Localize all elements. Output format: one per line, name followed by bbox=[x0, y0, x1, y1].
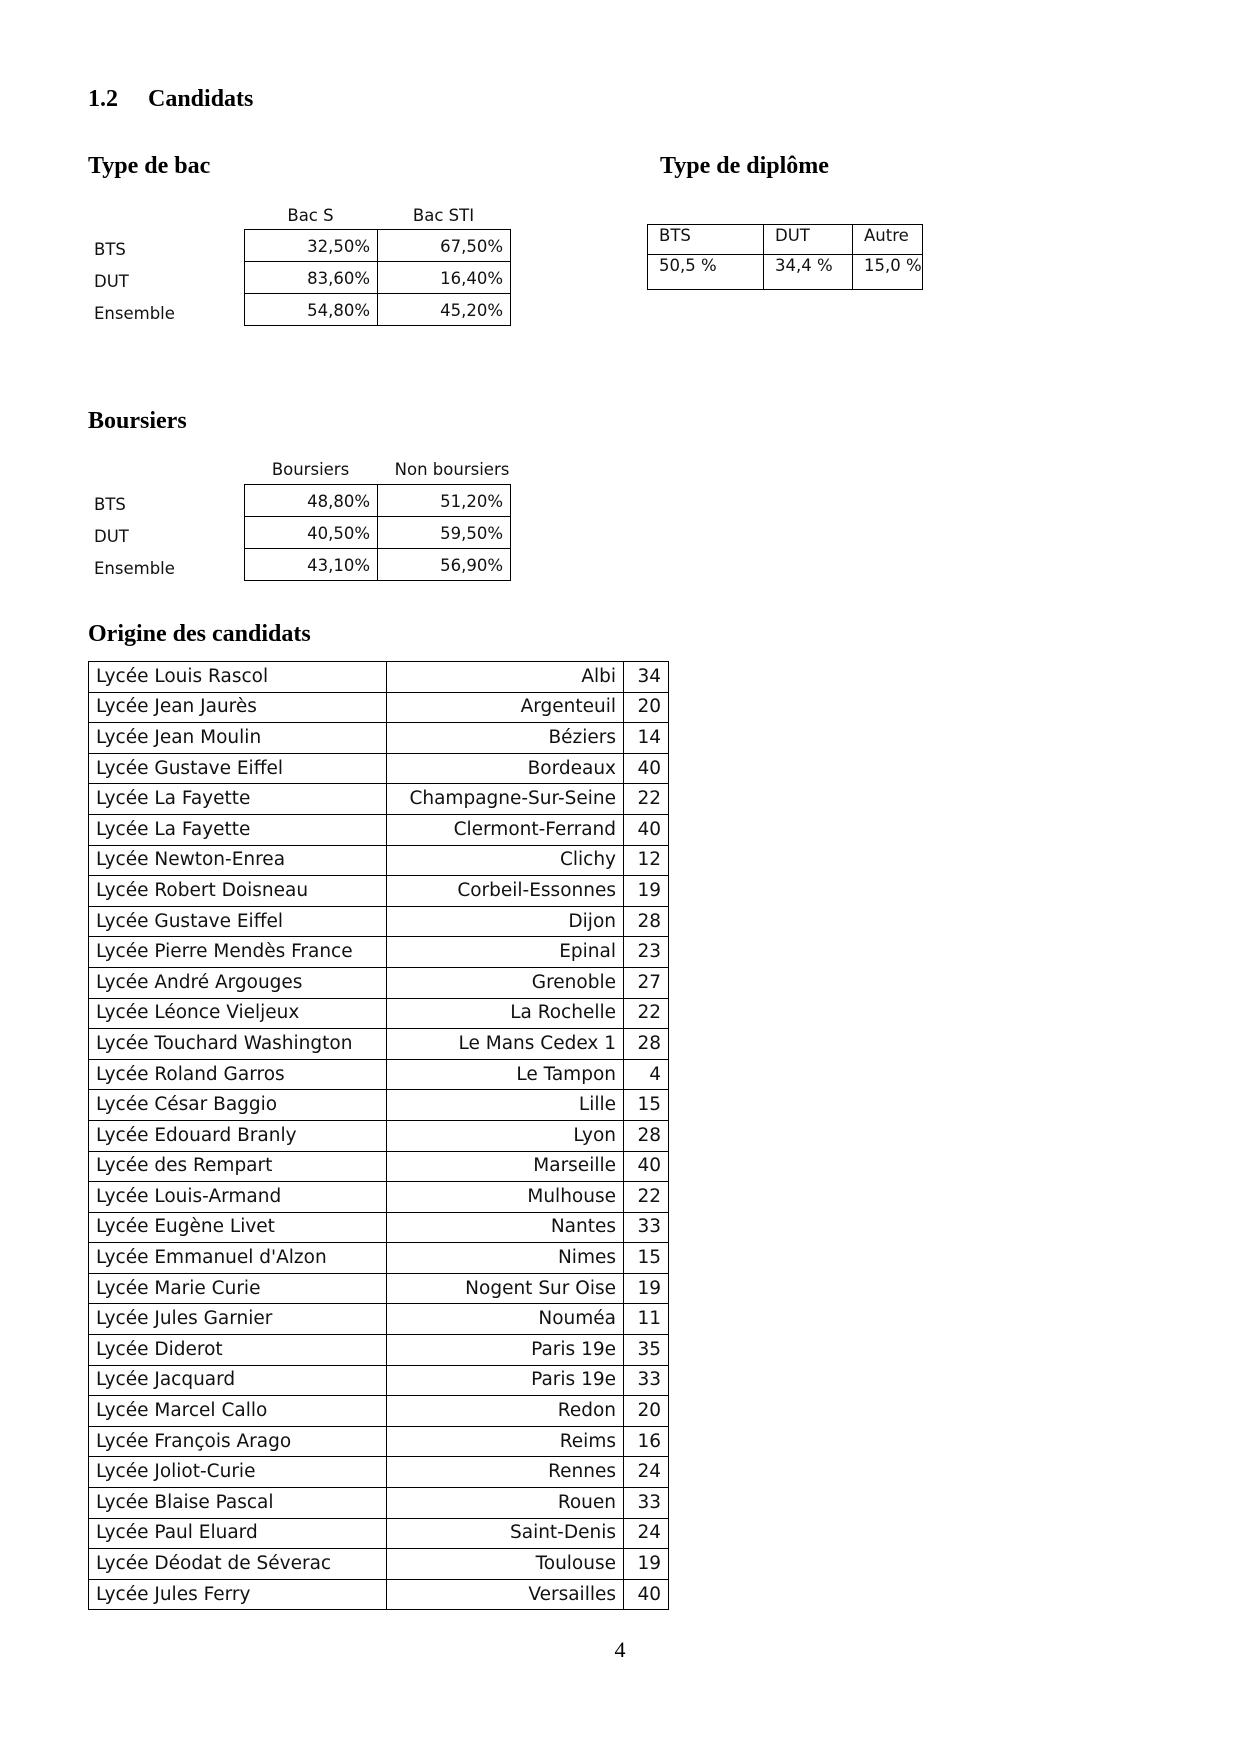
city-cell: Champagne-Sur-Seine bbox=[387, 784, 624, 815]
city-cell: Mulhouse bbox=[387, 1182, 624, 1213]
count-cell: 24 bbox=[624, 1518, 669, 1549]
count-cell: 40 bbox=[624, 1151, 669, 1182]
count-cell: 15 bbox=[624, 1243, 669, 1274]
diplome-header-cell: BTS bbox=[648, 225, 764, 255]
city-cell: Béziers bbox=[387, 723, 624, 754]
table-row bbox=[89, 1059, 669, 1090]
lycee-name-cell: Lycée Emmanuel d'Alzon bbox=[89, 1243, 387, 1274]
count-cell: 14 bbox=[624, 723, 669, 754]
table-row bbox=[89, 1273, 669, 1304]
table-row bbox=[89, 1212, 669, 1243]
bac-row-label: BTS bbox=[94, 240, 126, 259]
section-heading bbox=[88, 86, 253, 113]
city-cell: Clichy bbox=[387, 845, 624, 876]
lycee-name-cell: Lycée Robert Doisneau bbox=[89, 876, 387, 907]
lycee-name-cell: Lycée Newton-Enrea bbox=[89, 845, 387, 876]
count-cell: 19 bbox=[624, 1549, 669, 1580]
lycee-name-cell: Lycée Jacquard bbox=[89, 1365, 387, 1396]
boursiers-col-header: Non boursiers bbox=[394, 460, 510, 479]
city-cell: Dijon bbox=[387, 906, 624, 937]
table-row bbox=[89, 1120, 669, 1151]
table-row bbox=[89, 1151, 669, 1182]
table-row bbox=[89, 1518, 669, 1549]
table-row bbox=[89, 1457, 669, 1488]
bac-cell: 83,60% bbox=[244, 261, 378, 294]
table-row bbox=[89, 1304, 669, 1335]
table-row bbox=[89, 1488, 669, 1519]
boursiers-col-header: Boursiers bbox=[271, 460, 350, 479]
city-cell: Paris 19e bbox=[387, 1335, 624, 1366]
diplome-value-cell: 15,0 % bbox=[853, 255, 923, 290]
count-cell: 35 bbox=[624, 1335, 669, 1366]
count-cell: 40 bbox=[624, 1579, 669, 1610]
bac-cell: 67,50% bbox=[377, 229, 511, 262]
table-row bbox=[89, 1029, 669, 1060]
table-row bbox=[89, 723, 669, 754]
boursiers-cell: 56,90% bbox=[377, 548, 511, 581]
lycee-name-cell: Lycée César Baggio bbox=[89, 1090, 387, 1121]
city-cell: Epinal bbox=[387, 937, 624, 968]
count-cell: 12 bbox=[624, 845, 669, 876]
diplome-table bbox=[647, 224, 923, 290]
city-cell: Saint-Denis bbox=[387, 1518, 624, 1549]
bac-cell: 54,80% bbox=[244, 293, 378, 326]
count-cell: 22 bbox=[624, 998, 669, 1029]
lycee-name-cell: Lycée François Arago bbox=[89, 1426, 387, 1457]
lycee-name-cell: Lycée Léonce Vieljeux bbox=[89, 998, 387, 1029]
bac-heading: Type de bac bbox=[88, 153, 211, 179]
city-cell: Nantes bbox=[387, 1212, 624, 1243]
city-cell: Albi bbox=[387, 662, 624, 693]
count-cell: 19 bbox=[624, 1273, 669, 1304]
lycee-name-cell: Lycée Gustave Eiffel bbox=[89, 906, 387, 937]
table-row bbox=[89, 906, 669, 937]
count-cell: 28 bbox=[624, 1120, 669, 1151]
bac-row-label: DUT bbox=[94, 272, 129, 291]
lycee-name-cell: Lycée La Fayette bbox=[89, 814, 387, 845]
city-cell: La Rochelle bbox=[387, 998, 624, 1029]
lycee-name-cell: Lycée des Rempart bbox=[89, 1151, 387, 1182]
boursiers-cell: 40,50% bbox=[244, 516, 378, 549]
table-row bbox=[89, 1549, 669, 1580]
count-cell: 16 bbox=[624, 1426, 669, 1457]
count-cell: 22 bbox=[624, 1182, 669, 1213]
diplome-heading: Type de diplôme bbox=[660, 153, 829, 179]
bac-table bbox=[94, 206, 524, 326]
table-row bbox=[89, 1243, 669, 1274]
city-cell: Le Tampon bbox=[387, 1059, 624, 1090]
city-cell: Toulouse bbox=[387, 1549, 624, 1580]
count-cell: 19 bbox=[624, 876, 669, 907]
city-cell: Bordeaux bbox=[387, 753, 624, 784]
count-cell: 27 bbox=[624, 967, 669, 998]
table-row bbox=[89, 1426, 669, 1457]
lycee-name-cell: Lycée Pierre Mendès France bbox=[89, 937, 387, 968]
count-cell: 28 bbox=[624, 906, 669, 937]
boursiers-cell: 59,50% bbox=[377, 516, 511, 549]
lycee-name-cell: Lycée La Fayette bbox=[89, 784, 387, 815]
lycee-name-cell: Lycée Jean Moulin bbox=[89, 723, 387, 754]
lycee-name-cell: Lycée Déodat de Séverac bbox=[89, 1549, 387, 1580]
city-cell: Reims bbox=[387, 1426, 624, 1457]
table-row bbox=[89, 1396, 669, 1427]
city-cell: Rouen bbox=[387, 1488, 624, 1519]
table-row bbox=[89, 998, 669, 1029]
lycee-name-cell: Lycée Marie Curie bbox=[89, 1273, 387, 1304]
city-cell: Corbeil-Essonnes bbox=[387, 876, 624, 907]
diplome-header-row bbox=[648, 225, 923, 255]
bac-cell: 16,40% bbox=[377, 261, 511, 294]
boursiers-cell: 51,20% bbox=[377, 484, 511, 517]
origine-table bbox=[88, 661, 669, 1610]
city-cell: Nogent Sur Oise bbox=[387, 1273, 624, 1304]
city-cell: Versailles bbox=[387, 1579, 624, 1610]
table-row bbox=[89, 1579, 669, 1610]
bac-col-header: Bac STI bbox=[412, 206, 475, 225]
table-row bbox=[89, 937, 669, 968]
boursiers-row-label: BTS bbox=[94, 495, 126, 514]
city-cell: Lyon bbox=[387, 1120, 624, 1151]
count-cell: 40 bbox=[624, 814, 669, 845]
lycee-name-cell: Lycée Touchard Washington bbox=[89, 1029, 387, 1060]
count-cell: 33 bbox=[624, 1365, 669, 1396]
table-row bbox=[89, 814, 669, 845]
lycee-name-cell: Lycée Jules Ferry bbox=[89, 1579, 387, 1610]
section-title: Candidats bbox=[148, 86, 254, 112]
lycee-name-cell: Lycée Roland Garros bbox=[89, 1059, 387, 1090]
count-cell: 11 bbox=[624, 1304, 669, 1335]
lycee-name-cell: Lycée Diderot bbox=[89, 1335, 387, 1366]
city-cell: Redon bbox=[387, 1396, 624, 1427]
lycee-name-cell: Lycée Gustave Eiffel bbox=[89, 753, 387, 784]
bac-col-header: Bac S bbox=[287, 206, 334, 225]
diplome-header-cell: DUT bbox=[764, 225, 853, 255]
diplome-value-row bbox=[648, 255, 923, 290]
diplome-value-cell: 50,5 % bbox=[648, 255, 764, 290]
city-cell: Rennes bbox=[387, 1457, 624, 1488]
count-cell: 33 bbox=[624, 1488, 669, 1519]
count-cell: 40 bbox=[624, 753, 669, 784]
city-cell: Paris 19e bbox=[387, 1365, 624, 1396]
table-row bbox=[89, 662, 669, 693]
city-cell: Argenteuil bbox=[387, 692, 624, 723]
count-cell: 28 bbox=[624, 1029, 669, 1060]
table-row bbox=[89, 1090, 669, 1121]
lycee-name-cell: Lycée Joliot-Curie bbox=[89, 1457, 387, 1488]
table-row bbox=[89, 845, 669, 876]
lycee-name-cell: Lycée Blaise Pascal bbox=[89, 1488, 387, 1519]
boursiers-row-label: Ensemble bbox=[94, 559, 175, 578]
lycee-name-cell: Lycée Jean Jaurès bbox=[89, 692, 387, 723]
lycee-name-cell: Lycée Louis-Armand bbox=[89, 1182, 387, 1213]
table-row bbox=[89, 1365, 669, 1396]
bac-cell: 45,20% bbox=[377, 293, 511, 326]
bac-row-label: Ensemble bbox=[94, 304, 175, 323]
count-cell: 4 bbox=[624, 1059, 669, 1090]
origine-heading: Origine des candidats bbox=[88, 621, 311, 647]
city-cell: Nouméa bbox=[387, 1304, 624, 1335]
table-row bbox=[89, 967, 669, 998]
city-cell: Clermont-Ferrand bbox=[387, 814, 624, 845]
city-cell: Marseille bbox=[387, 1151, 624, 1182]
city-cell: Le Mans Cedex 1 bbox=[387, 1029, 624, 1060]
count-cell: 15 bbox=[624, 1090, 669, 1121]
count-cell: 22 bbox=[624, 784, 669, 815]
boursiers-cell: 43,10% bbox=[244, 548, 378, 581]
table-row bbox=[89, 1182, 669, 1213]
boursiers-row-label: DUT bbox=[94, 527, 129, 546]
page-number: 4 bbox=[614, 1637, 626, 1662]
lycee-name-cell: Lycée Edouard Branly bbox=[89, 1120, 387, 1151]
table-row bbox=[89, 784, 669, 815]
boursiers-heading: Boursiers bbox=[88, 408, 187, 434]
origine-table-body bbox=[89, 662, 669, 1610]
count-cell: 20 bbox=[624, 692, 669, 723]
table-row bbox=[89, 1335, 669, 1366]
diplome-value-cell: 34,4 % bbox=[764, 255, 853, 290]
table-row bbox=[89, 692, 669, 723]
table-row bbox=[89, 753, 669, 784]
lycee-name-cell: Lycée André Argouges bbox=[89, 967, 387, 998]
count-cell: 34 bbox=[624, 662, 669, 693]
count-cell: 24 bbox=[624, 1457, 669, 1488]
lycee-name-cell: Lycée Marcel Callo bbox=[89, 1396, 387, 1427]
city-cell: Lille bbox=[387, 1090, 624, 1121]
lycee-name-cell: Lycée Paul Eluard bbox=[89, 1518, 387, 1549]
city-cell: Nimes bbox=[387, 1243, 624, 1274]
section-number: 1.2 bbox=[88, 86, 118, 112]
city-cell: Grenoble bbox=[387, 967, 624, 998]
count-cell: 33 bbox=[624, 1212, 669, 1243]
lycee-name-cell: Lycée Louis Rascol bbox=[89, 662, 387, 693]
bac-cell: 32,50% bbox=[244, 229, 378, 262]
boursiers-table bbox=[94, 460, 524, 582]
diplome-header-cell: Autre bbox=[853, 225, 923, 255]
count-cell: 23 bbox=[624, 937, 669, 968]
table-row bbox=[89, 876, 669, 907]
lycee-name-cell: Lycée Jules Garnier bbox=[89, 1304, 387, 1335]
lycee-name-cell: Lycée Eugène Livet bbox=[89, 1212, 387, 1243]
count-cell: 20 bbox=[624, 1396, 669, 1427]
boursiers-cell: 48,80% bbox=[244, 484, 378, 517]
